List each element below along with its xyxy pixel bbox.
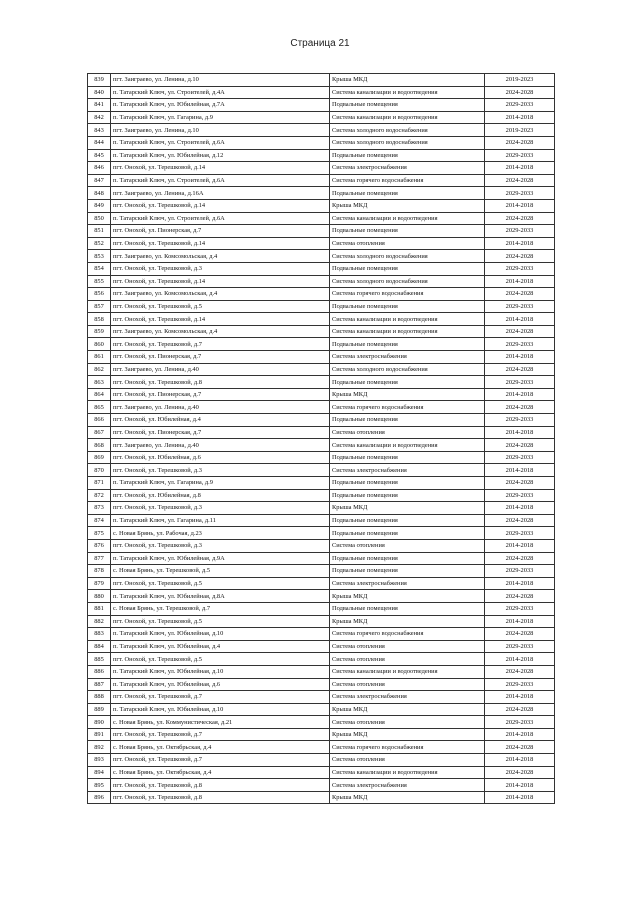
system-cell: Подвальные помещения [330,149,485,162]
address-cell: п. Татарский Ключ, ул. Гагарина, д.9 [111,111,330,124]
row-number: 859 [88,325,111,338]
period-cell: 2024-2028 [485,477,555,490]
row-number: 869 [88,451,111,464]
table-row [88,691,555,704]
table-row [88,426,555,439]
table-row [88,174,555,187]
address-cell: п. Татарский Ключ, ул. Юбилейная, д.6 [111,678,330,691]
table-row [88,489,555,502]
system-cell: Подвальные помещения [330,414,485,427]
table-row [88,388,555,401]
address-cell: п. Татарский Ключ, ул. Юбилейная, д.8А [111,590,330,603]
system-cell: Крыша МКД [330,791,485,804]
period-cell: 2029-2033 [485,602,555,615]
system-cell: Система отопления [330,678,485,691]
period-cell: 2014-2018 [485,199,555,212]
period-cell: 2014-2018 [485,691,555,704]
period-cell: 2014-2018 [485,313,555,326]
address-cell: пгт. Онохой, ул. Терешковой, д.3 [111,539,330,552]
system-cell: Система канализации и водоотведения [330,766,485,779]
table-row [88,162,555,175]
table-row [88,99,555,112]
system-cell: Система горячего водоснабжения [330,401,485,414]
system-cell: Крыша МКД [330,74,485,87]
address-cell: пгт. Онохой, ул. Юбилейная, д.6 [111,451,330,464]
period-cell: 2014-2018 [485,653,555,666]
table-row [88,414,555,427]
table-row [88,628,555,641]
period-cell: 2014-2018 [485,577,555,590]
table-row [88,552,555,565]
address-cell: пгт. Заиграево, ул. Ленина, д.10 [111,74,330,87]
table-row [88,325,555,338]
row-number: 879 [88,577,111,590]
table-row [88,615,555,628]
row-number: 842 [88,111,111,124]
period-cell: 2014-2018 [485,502,555,515]
row-number: 877 [88,552,111,565]
address-cell: пгт. Онохой, ул. Юбилейная, д.4 [111,414,330,427]
table-row [88,791,555,804]
row-number: 861 [88,351,111,364]
period-cell: 2014-2018 [485,615,555,628]
period-cell: 2014-2018 [485,162,555,175]
system-cell: Система отопления [330,716,485,729]
system-cell: Крыша МКД [330,590,485,603]
system-cell: Подвальные помещения [330,477,485,490]
system-cell: Система отопления [330,640,485,653]
row-number: 848 [88,187,111,200]
period-cell: 2024-2028 [485,514,555,527]
table-row [88,262,555,275]
registry-table [87,73,555,804]
row-number: 895 [88,779,111,792]
system-cell: Система отопления [330,539,485,552]
address-cell: пгт. Онохой, ул. Терешковой, д.5 [111,577,330,590]
address-cell: пгт. Заиграево, ул. Ленина, д.40 [111,401,330,414]
row-number: 863 [88,376,111,389]
table-row [88,590,555,603]
table-row [88,401,555,414]
row-number: 866 [88,414,111,427]
system-cell: Система горячего водоснабжения [330,288,485,301]
address-cell: пгт. Онохой, ул. Терешковой, д.14 [111,199,330,212]
period-cell: 2024-2028 [485,766,555,779]
table-row [88,640,555,653]
row-number: 868 [88,439,111,452]
system-cell: Система канализации и водоотведения [330,665,485,678]
period-cell: 2029-2033 [485,338,555,351]
table-row [88,199,555,212]
period-cell: 2014-2018 [485,754,555,767]
period-cell: 2019-2023 [485,124,555,137]
period-cell: 2019-2023 [485,74,555,87]
table-row [88,275,555,288]
table-row [88,237,555,250]
system-cell: Система электроснабжения [330,351,485,364]
table-row [88,376,555,389]
system-cell: Крыша МКД [330,388,485,401]
row-number: 872 [88,489,111,502]
table-row [88,74,555,87]
table-row [88,602,555,615]
row-number: 890 [88,716,111,729]
row-number: 856 [88,288,111,301]
system-cell: Система холодного водоснабжения [330,136,485,149]
address-cell: пгт. Заиграево, ул. Комсомольская, д.4 [111,250,330,263]
address-cell: с. Новая Брянь, ул. Коммунистическая, д.21 [111,716,330,729]
table-row [88,653,555,666]
row-number: 843 [88,124,111,137]
address-cell: п. Татарский Ключ, ул. Гагарина, д.9 [111,477,330,490]
period-cell: 2024-2028 [485,86,555,99]
period-cell: 2029-2033 [485,565,555,578]
period-cell: 2014-2018 [485,464,555,477]
row-number: 844 [88,136,111,149]
table-row [88,577,555,590]
system-cell: Система холодного водоснабжения [330,250,485,263]
system-cell: Система горячего водоснабжения [330,628,485,641]
address-cell: п. Татарский Ключ, ул. Строителей, д.4А [111,86,330,99]
system-cell: Подвальные помещения [330,514,485,527]
period-cell: 2029-2033 [485,99,555,112]
system-cell: Система холодного водоснабжения [330,124,485,137]
row-number: 840 [88,86,111,99]
address-cell: пгт. Заиграево, ул. Ленина, д.40 [111,439,330,452]
address-cell: пгт. Онохой, ул. Терешковой, д.8 [111,791,330,804]
period-cell: 2029-2033 [485,300,555,313]
system-cell: Система горячего водоснабжения [330,174,485,187]
system-cell: Подвальные помещения [330,225,485,238]
row-number: 849 [88,199,111,212]
address-cell: п. Татарский Ключ, ул. Юбилейная, д.4 [111,640,330,653]
row-number: 851 [88,225,111,238]
address-cell: пгт. Заиграево, ул. Комсомольская, д.4 [111,325,330,338]
row-number: 858 [88,313,111,326]
period-cell: 2024-2028 [485,325,555,338]
system-cell: Система канализации и водоотведения [330,325,485,338]
row-number: 894 [88,766,111,779]
row-number: 884 [88,640,111,653]
system-cell: Подвальные помещения [330,602,485,615]
table-row [88,86,555,99]
system-cell: Подвальные помещения [330,262,485,275]
address-cell: п. Татарский Ключ, ул. Юбилейная, д.12 [111,149,330,162]
row-number: 855 [88,275,111,288]
system-cell: Система холодного водоснабжения [330,363,485,376]
system-cell: Система холодного водоснабжения [330,275,485,288]
row-number: 867 [88,426,111,439]
address-cell: с. Новая Брянь, ул. Терешковой, д.5 [111,565,330,578]
address-cell: пгт. Онохой, ул. Терешковой, д.8 [111,376,330,389]
system-cell: Система канализации и водоотведения [330,86,485,99]
system-cell: Система электроснабжения [330,779,485,792]
row-number: 864 [88,388,111,401]
row-number: 881 [88,602,111,615]
address-cell: пгт. Заиграево, ул. Ленина, д.40 [111,363,330,376]
row-number: 862 [88,363,111,376]
period-cell: 2014-2018 [485,539,555,552]
table-row [88,225,555,238]
table-row [88,187,555,200]
address-cell: пгт. Онохой, ул. Терешковой, д.7 [111,728,330,741]
address-cell: п. Татарский Ключ, ул. Строителей, д.6А [111,174,330,187]
address-cell: п. Татарский Ключ, ул. Юбилейная, д.7А [111,99,330,112]
period-cell: 2014-2018 [485,237,555,250]
table-row [88,338,555,351]
system-cell: Система канализации и водоотведения [330,111,485,124]
row-number: 871 [88,477,111,490]
row-number: 841 [88,99,111,112]
address-cell: с. Новая Брянь, ул. Октябрьская, д.4 [111,741,330,754]
period-cell: 2024-2028 [485,703,555,716]
period-cell: 2029-2033 [485,376,555,389]
address-cell: пгт. Онохой, ул. Терешковой, д.7 [111,754,330,767]
period-cell: 2014-2018 [485,275,555,288]
table-row [88,565,555,578]
row-number: 873 [88,502,111,515]
system-cell: Система канализации и водоотведения [330,313,485,326]
row-number: 896 [88,791,111,804]
table-row [88,124,555,137]
system-cell: Система электроснабжения [330,162,485,175]
row-number: 846 [88,162,111,175]
table-row [88,716,555,729]
row-number: 878 [88,565,111,578]
table-row [88,703,555,716]
address-cell: пгт. Заиграево, ул. Комсомольская, д.4 [111,288,330,301]
row-number: 860 [88,338,111,351]
table-row [88,111,555,124]
period-cell: 2029-2033 [485,527,555,540]
period-cell: 2014-2018 [485,351,555,364]
period-cell: 2029-2033 [485,640,555,653]
table-row [88,527,555,540]
row-number: 854 [88,262,111,275]
table-row [88,728,555,741]
row-number: 876 [88,539,111,552]
period-cell: 2029-2033 [485,262,555,275]
period-cell: 2014-2018 [485,779,555,792]
period-cell: 2024-2028 [485,439,555,452]
period-cell: 2024-2028 [485,288,555,301]
address-cell: пгт. Онохой, ул. Пионерская, д.7 [111,225,330,238]
period-cell: 2029-2033 [485,187,555,200]
address-cell: пгт. Онохой, ул. Терешковой, д.3 [111,502,330,515]
address-cell: пгт. Заиграево, ул. Ленина, д.10 [111,124,330,137]
period-cell: 2029-2033 [485,489,555,502]
table-row [88,779,555,792]
table-row [88,250,555,263]
row-number: 882 [88,615,111,628]
table-row [88,754,555,767]
system-cell: Система канализации и водоотведения [330,212,485,225]
period-cell: 2014-2018 [485,426,555,439]
row-number: 893 [88,754,111,767]
row-number: 870 [88,464,111,477]
system-cell: Система отопления [330,426,485,439]
system-cell: Система электроснабжения [330,691,485,704]
system-cell: Подвальные помещения [330,552,485,565]
system-cell: Крыша МКД [330,502,485,515]
row-number: 845 [88,149,111,162]
table-row [88,351,555,364]
table-row [88,212,555,225]
table-row [88,477,555,490]
address-cell: пгт. Онохой, ул. Терешковой, д.5 [111,615,330,628]
address-cell: пгт. Онохой, ул. Терешковой, д.7 [111,691,330,704]
address-cell: пгт. Онохой, ул. Терешковой, д.5 [111,653,330,666]
address-cell: п. Татарский Ключ, ул. Строителей, д.6А [111,136,330,149]
row-number: 888 [88,691,111,704]
address-cell: пгт. Онохой, ул. Терешковой, д.7 [111,338,330,351]
period-cell: 2029-2033 [485,149,555,162]
row-number: 857 [88,300,111,313]
system-cell: Подвальные помещения [330,527,485,540]
row-number: 874 [88,514,111,527]
table-row [88,514,555,527]
address-cell: пгт. Онохой, ул. Терешковой, д.8 [111,779,330,792]
address-cell: пгт. Онохой, ул. Терешковой, д.14 [111,237,330,250]
table-row [88,451,555,464]
address-cell: п. Татарский Ключ, ул. Строителей, д.6А [111,212,330,225]
row-number: 887 [88,678,111,691]
row-number: 891 [88,728,111,741]
table-row [88,539,555,552]
system-cell: Система горячего водоснабжения [330,741,485,754]
period-cell: 2029-2033 [485,716,555,729]
row-number: 889 [88,703,111,716]
table-row [88,439,555,452]
table-row [88,313,555,326]
period-cell: 2024-2028 [485,741,555,754]
period-cell: 2014-2018 [485,791,555,804]
address-cell: пгт. Заиграево, ул. Ленина, д.16А [111,187,330,200]
period-cell: 2014-2018 [485,388,555,401]
system-cell: Система электроснабжения [330,577,485,590]
address-cell: пгт. Онохой, ул. Терешковой, д.14 [111,313,330,326]
address-cell: пгт. Онохой, ул. Пионерская, д.7 [111,351,330,364]
table-row [88,741,555,754]
system-cell: Подвальные помещения [330,376,485,389]
system-cell: Крыша МКД [330,615,485,628]
system-cell: Крыша МКД [330,728,485,741]
period-cell: 2024-2028 [485,401,555,414]
period-cell: 2024-2028 [485,552,555,565]
page-title: Страница 21 [290,38,350,49]
period-cell: 2029-2033 [485,451,555,464]
address-cell: п. Татарский Ключ, ул. Гагарина, д.11 [111,514,330,527]
table-row [88,136,555,149]
row-number: 852 [88,237,111,250]
row-number: 886 [88,665,111,678]
address-cell: п. Татарский Ключ, ул. Юбилейная, д.9А [111,552,330,565]
table-row [88,363,555,376]
system-cell: Система канализации и водоотведения [330,439,485,452]
system-cell: Подвальные помещения [330,565,485,578]
address-cell: с. Новая Брянь, ул. Октябрьская, д.4 [111,766,330,779]
table-row [88,464,555,477]
table-row [88,678,555,691]
address-cell: пгт. Онохой, ул. Терешковой, д.14 [111,162,330,175]
table-row [88,300,555,313]
row-number: 850 [88,212,111,225]
address-cell: пгт. Онохой, ул. Терешковой, д.14 [111,275,330,288]
system-cell: Система отопления [330,237,485,250]
system-cell: Подвальные помещения [330,451,485,464]
row-number: 885 [88,653,111,666]
row-number: 839 [88,74,111,87]
period-cell: 2024-2028 [485,363,555,376]
period-cell: 2014-2018 [485,111,555,124]
table-body [88,74,555,804]
table-row [88,665,555,678]
address-cell: пгт. Онохой, ул. Терешковой, д.3 [111,262,330,275]
system-cell: Система электроснабжения [330,464,485,477]
period-cell: 2024-2028 [485,665,555,678]
address-cell: п. Татарский Ключ, ул. Юбилейная, д.10 [111,703,330,716]
address-cell: пгт. Онохой, ул. Терешковой, д.3 [111,464,330,477]
period-cell: 2024-2028 [485,250,555,263]
row-number: 892 [88,741,111,754]
period-cell: 2029-2033 [485,225,555,238]
address-cell: п. Татарский Ключ, ул. Юбилейная, д.10 [111,628,330,641]
system-cell: Подвальные помещения [330,300,485,313]
address-cell: пгт. Онохой, ул. Пионерская, д.7 [111,388,330,401]
row-number: 865 [88,401,111,414]
address-cell: с. Новая Брянь, ул. Терешковой, д.7 [111,602,330,615]
system-cell: Подвальные помещения [330,99,485,112]
address-cell: пгт. Онохой, ул. Терешковой, д.5 [111,300,330,313]
system-cell: Подвальные помещения [330,338,485,351]
system-cell: Система отопления [330,754,485,767]
row-number: 853 [88,250,111,263]
address-cell: пгт. Онохой, ул. Пионерская, д.7 [111,426,330,439]
table-row [88,766,555,779]
row-number: 883 [88,628,111,641]
table-row [88,288,555,301]
period-cell: 2024-2028 [485,136,555,149]
address-cell: пгт. Онохой, ул. Юбилейная, д.8 [111,489,330,502]
table-row [88,149,555,162]
system-cell: Подвальные помещения [330,187,485,200]
period-cell: 2024-2028 [485,590,555,603]
period-cell: 2024-2028 [485,212,555,225]
address-cell: с. Новая Брянь, ул. Рабочая, д.23 [111,527,330,540]
period-cell: 2024-2028 [485,628,555,641]
row-number: 875 [88,527,111,540]
row-number: 880 [88,590,111,603]
period-cell: 2029-2033 [485,678,555,691]
table-row [88,502,555,515]
period-cell: 2024-2028 [485,174,555,187]
address-cell: п. Татарский Ключ, ул. Юбилейная, д.10 [111,665,330,678]
period-cell: 2029-2033 [485,414,555,427]
system-cell: Крыша МКД [330,199,485,212]
system-cell: Система отопления [330,653,485,666]
row-number: 847 [88,174,111,187]
period-cell: 2014-2018 [485,728,555,741]
system-cell: Подвальные помещения [330,489,485,502]
system-cell: Крыша МКД [330,703,485,716]
